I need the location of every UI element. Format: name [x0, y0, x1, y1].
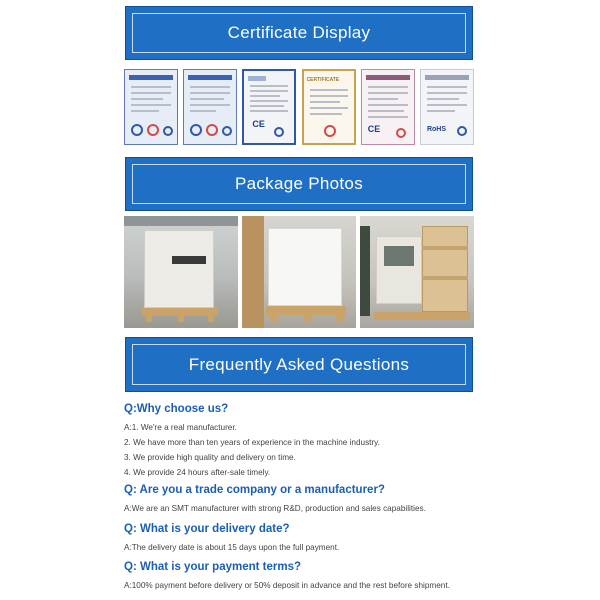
- faq-question: Q: What is your delivery date?: [124, 523, 290, 535]
- certificate-image-4[interactable]: [302, 69, 356, 145]
- faq-answer-line: A:1. We're a real manufacturer.: [124, 423, 237, 432]
- package-photos-banner: [125, 157, 473, 211]
- faq-item-2: [124, 483, 484, 514]
- rohs-mark: RoHS: [426, 126, 446, 133]
- faq-question: Q: What is your payment terms?: [124, 561, 302, 573]
- faq-question: Q:Why choose us?: [124, 403, 229, 415]
- faq-answer-line: A:The delivery date is about 15 days upon the full payment.: [124, 543, 340, 552]
- package-photo-gallery: [124, 216, 474, 328]
- certificate-display-banner: [125, 6, 473, 60]
- faq-answer-line: 2. We have more than ten years of experience in the machine industry.: [124, 438, 380, 447]
- ce-mark: CE: [252, 119, 265, 129]
- faq-answer-line: A:100% payment before delivery or 50% deposit in advance and the rest before shipment.: [124, 581, 450, 590]
- ce-mark: CE: [367, 124, 381, 134]
- certificate-image-1[interactable]: [124, 69, 178, 145]
- faq-answer-line: 4. We provide 24 hours after-sale timely.: [124, 468, 271, 477]
- package-photo-3[interactable]: [360, 216, 474, 328]
- faq-title: Frequently Asked Questions: [188, 354, 410, 374]
- certificate-image-5[interactable]: [361, 69, 415, 145]
- certificate-gallery: [124, 69, 474, 145]
- faq-banner: [125, 337, 473, 392]
- certificate-image-3[interactable]: [242, 69, 296, 145]
- faq-item-3: [124, 522, 484, 553]
- faq-item-4: [124, 560, 484, 591]
- certificate-display-title: Certificate Display: [227, 23, 371, 42]
- package-photo-2[interactable]: [242, 216, 356, 328]
- package-photos-title: Package Photos: [234, 174, 363, 193]
- faq-question: Q: Are you a trade company or a manufacturer?: [124, 484, 385, 496]
- faq-answer-line: A:We are an SMT manufacturer with strong R&D, production and sales capabilities.: [124, 504, 426, 513]
- package-photo-1[interactable]: [124, 216, 238, 328]
- faq-answer-line: 3. We provide high quality and delivery on time.: [124, 453, 296, 462]
- certificate-image-2[interactable]: [183, 69, 237, 145]
- certificate-heading: CERTIFICATE: [306, 77, 340, 83]
- faq-item-1: [124, 402, 484, 478]
- certificate-image-6[interactable]: [420, 69, 474, 145]
